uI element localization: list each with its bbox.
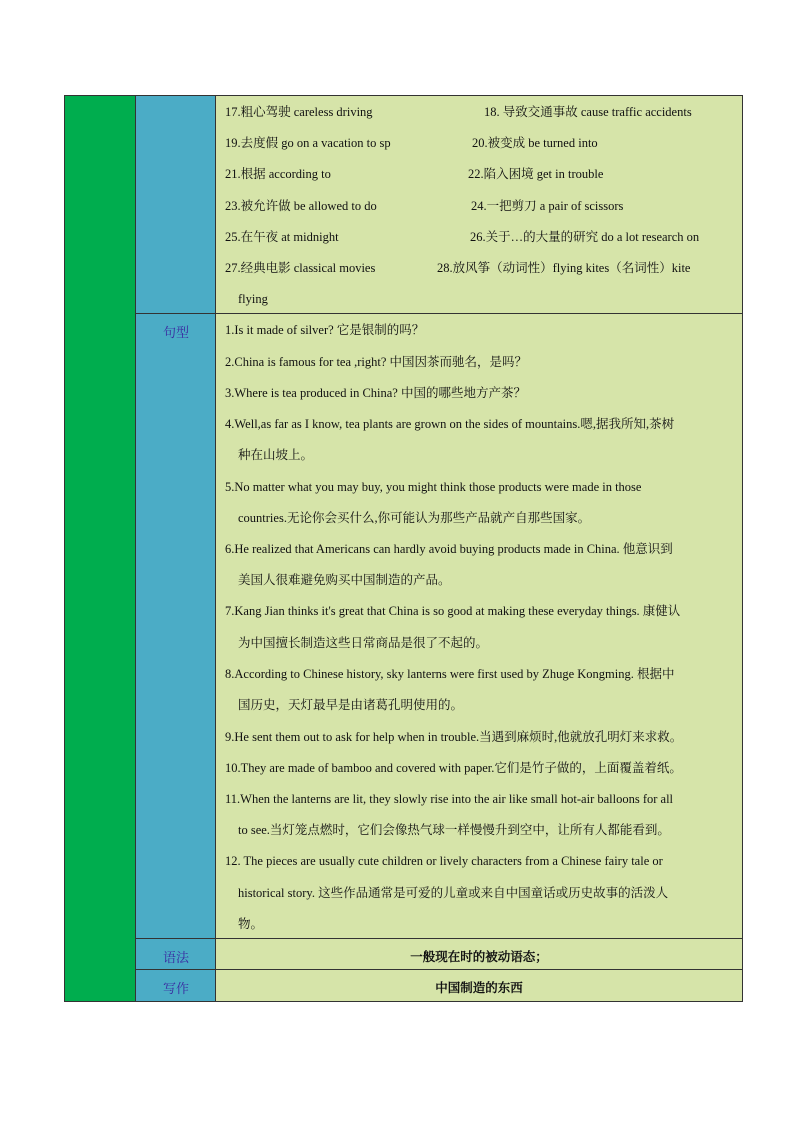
sentences-label: 句型 bbox=[162, 326, 189, 341]
sentence-line: 种在山坡上。 bbox=[238, 448, 314, 462]
sentence-line: 8.According to Chinese history, sky lanterns were first used by Zhuge Kongming. 根据中 bbox=[225, 667, 675, 681]
sentence-line: 3.Where is tea produced in China? 中国的哪些地方产茶？ bbox=[225, 386, 526, 400]
left-green-column bbox=[65, 96, 136, 1001]
phrase-18: 18. 导致交通事故 cause traffic accidents bbox=[484, 105, 692, 119]
phrase-26: 26.关于…的大量的研究 do a lot research on bbox=[470, 230, 700, 244]
category-column bbox=[136, 96, 216, 1001]
sentence-line: 为中国擅长制造这些日常商品是很了不起的。 bbox=[238, 636, 489, 650]
grammar-label: 语法 bbox=[162, 951, 189, 966]
phrase-28-continued: flying bbox=[238, 292, 268, 306]
phrase-27: 27.经典电影 classical movies bbox=[225, 261, 376, 275]
divider-phrases-sentences bbox=[136, 313, 742, 314]
sentence-line: countries.无论你会买什么,你可能认为那些产品就产自那些国家。 bbox=[238, 511, 591, 525]
divider-grammar-writing bbox=[136, 969, 742, 970]
sentence-line: 美国人很难避免购买中国制造的产品。 bbox=[238, 573, 451, 587]
sentence-line: 1.Is it made of silver? 它是银制的吗？ bbox=[225, 323, 425, 337]
sentence-line: 4.Well,as far as I know, tea plants are grown on the sides of mountains.嗯,据我所知,茶树 bbox=[225, 417, 675, 431]
sentence-line: 5.No matter what you may buy, you might think those products were made in those bbox=[225, 480, 642, 494]
sentence-line: 国历史，天灯最早是由诸葛孔明使用的。 bbox=[238, 698, 464, 712]
sentence-line: 6.He realized that Americans can hardly avoid buying products made in China. 他意识到 bbox=[225, 542, 673, 556]
sentence-line: 12. The pieces are usually cute children or lively characters from a Chinese fairy tale or bbox=[225, 854, 663, 868]
divider-sentences-grammar bbox=[136, 938, 742, 939]
sentence-line: 物。 bbox=[238, 917, 264, 931]
phrase-20: 20.被变成 be turned into bbox=[472, 136, 598, 150]
sentence-line: 9.He sent them out to ask for help when in trouble.当遇到麻烦时,他就放孔明灯来求救。 bbox=[225, 730, 683, 744]
phrase-21: 21.根据 according to bbox=[225, 167, 331, 181]
phrase-25: 25.在午夜 at midnight bbox=[225, 230, 339, 244]
phrase-28: 28.放风筝（动词性）flying kites（名词性）kite bbox=[437, 261, 691, 275]
writing-label: 写作 bbox=[162, 982, 189, 997]
sentence-line: historical story. 这些作品通常是可爱的儿童或来自中国童话或历史故事的活泼人 bbox=[238, 886, 669, 900]
phrase-22: 22.陷入困境 get in trouble bbox=[468, 167, 604, 181]
sentence-line: 11.When the lanterns are lit, they slowly rise into the air like small hot-air balloons for all bbox=[225, 792, 674, 806]
phrase-23: 23.被允许做 be allowed to do bbox=[225, 199, 377, 213]
vocabulary-table bbox=[64, 95, 743, 1002]
sentence-line: 7.Kang Jian thinks it's great that China is so good at making these everyday things. 康健认 bbox=[225, 604, 681, 618]
phrase-19: 19.去度假 go on a vacation to sp bbox=[225, 136, 391, 150]
grammar-text: 一般现在时的被动语态； bbox=[410, 949, 548, 964]
phrase-17: 17.粗心驾驶 careless driving bbox=[225, 105, 373, 119]
sentence-line: to see.当灯笼点燃时，它们会像热气球一样慢慢升到空中，让所有人都能看到。 bbox=[238, 823, 670, 837]
phrase-24: 24.一把剪刀 a pair of scissors bbox=[471, 199, 624, 213]
writing-text: 中国制造的东西 bbox=[435, 980, 523, 995]
sentence-line: 2.China is famous for tea ,right? 中国因茶而驰名，是吗？ bbox=[225, 355, 528, 369]
sentence-line: 10.They are made of bamboo and covered with paper.它们是竹子做的，上面覆盖着纸。 bbox=[225, 761, 682, 775]
